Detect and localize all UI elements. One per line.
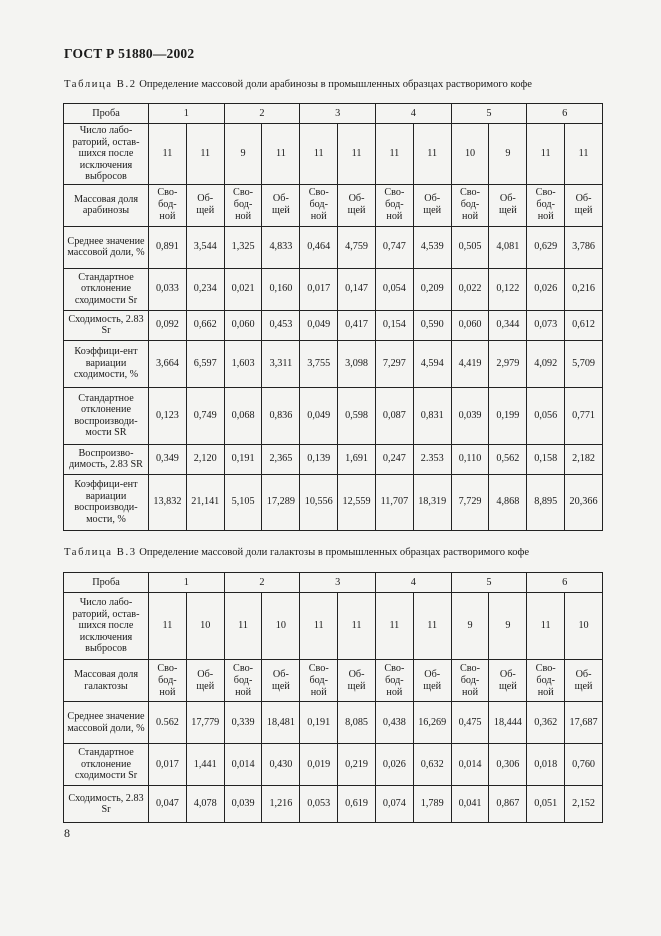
table-cell: 4,833	[262, 226, 300, 268]
table-cell: 4,539	[413, 226, 451, 268]
table-cell: 9	[224, 124, 262, 185]
table-cell: 0,747	[375, 226, 413, 268]
table-cell: 3,098	[338, 340, 376, 387]
table-cell: 17,289	[262, 474, 300, 530]
table-cell: 11	[149, 124, 187, 185]
table-cell: Об-щей	[489, 660, 527, 702]
table-row	[64, 268, 603, 310]
table-cell: 1,603	[224, 340, 262, 387]
table-cell: 2,152	[565, 786, 603, 823]
header-sample-1: 1	[149, 104, 225, 124]
table-row	[64, 124, 603, 185]
table-row	[64, 184, 603, 226]
table-cell: Об-щей	[338, 660, 376, 702]
table-cell: Сво-бод-ной	[375, 184, 413, 226]
table-cell: Об-щей	[262, 184, 300, 226]
table-b2-label: Таблица В.2	[64, 79, 137, 90]
table-cell: Сво-бод-ной	[451, 184, 489, 226]
table-cell: 0,209	[413, 268, 451, 310]
table-cell: Сво-бод-ной	[527, 660, 565, 702]
table-cell: Сво-бод-ной	[224, 184, 262, 226]
row-label: Среднее значение массовой доли, %	[64, 226, 149, 268]
table-row	[64, 226, 603, 268]
table-cell: Сво-бод-ной	[527, 184, 565, 226]
table-cell: Сво-бод-ной	[375, 660, 413, 702]
table-cell: 18,319	[413, 474, 451, 530]
table-cell: 0,475	[451, 702, 489, 744]
table-cell: 2,979	[489, 340, 527, 387]
header-sample-6: 6	[527, 104, 603, 124]
table-cell: 0,041	[451, 786, 489, 823]
table-cell: Сво-бод-ной	[300, 184, 338, 226]
table-b3	[63, 572, 603, 823]
table-cell: 0,074	[375, 786, 413, 823]
table-cell: 11,707	[375, 474, 413, 530]
table-cell: 11	[186, 124, 224, 185]
table-cell: 0,056	[527, 387, 565, 444]
table-cell: 5,105	[224, 474, 262, 530]
table-cell: 0,612	[565, 310, 603, 340]
row-label: Стандартное отклонение сходимости Sr	[64, 268, 149, 310]
row-label: Воспроизво-димость, 2.83 SR	[64, 444, 149, 474]
table-cell: 0,087	[375, 387, 413, 444]
table-cell: 12,559	[338, 474, 376, 530]
table-row	[64, 593, 603, 660]
table-cell: 0,154	[375, 310, 413, 340]
table-cell: 0,836	[262, 387, 300, 444]
table-cell: 1,325	[224, 226, 262, 268]
table-cell: 11	[300, 124, 338, 185]
table-cell: 0,362	[527, 702, 565, 744]
table-cell: 0,349	[149, 444, 187, 474]
table-cell: 0,026	[527, 268, 565, 310]
table-cell: 11	[338, 124, 376, 185]
table-cell: 11	[413, 593, 451, 660]
document-header: ГОСТ Р 51880—2002	[64, 46, 195, 61]
table-cell: 0,464	[300, 226, 338, 268]
table-cell: Сво-бод-ной	[224, 660, 262, 702]
header-probe-label: Проба	[64, 573, 149, 593]
table-cell: 4,868	[489, 474, 527, 530]
table-cell: 10	[186, 593, 224, 660]
table-cell: 0,598	[338, 387, 376, 444]
table-cell: 10	[262, 593, 300, 660]
table-cell: 0,014	[224, 744, 262, 786]
row-label: Число лабо-раторий, остав-шихся после исключения выбросов	[64, 593, 149, 660]
table-header-row	[64, 573, 603, 593]
row-label: Коэффици-ент вариации воспроизводи-мости, %	[64, 474, 149, 530]
table-cell: 11	[527, 593, 565, 660]
table-cell: 0,306	[489, 744, 527, 786]
table-cell: 0,047	[149, 786, 187, 823]
table-row	[64, 474, 603, 530]
table-cell: 0,619	[338, 786, 376, 823]
table-cell: 2,182	[565, 444, 603, 474]
table-cell: 11	[149, 593, 187, 660]
table-row	[64, 340, 603, 387]
table-cell: 0,247	[375, 444, 413, 474]
table-cell: 17,779	[186, 702, 224, 744]
table-cell: 8,895	[527, 474, 565, 530]
table-cell: 18,444	[489, 702, 527, 744]
table-cell: 3,755	[300, 340, 338, 387]
table-cell: 0,219	[338, 744, 376, 786]
table-cell: 0,160	[262, 268, 300, 310]
table-cell: 0,760	[565, 744, 603, 786]
table-b3-body	[64, 573, 603, 823]
table-cell: 0,092	[149, 310, 187, 340]
table-cell: 0,831	[413, 387, 451, 444]
table-cell: 11	[565, 124, 603, 185]
table-cell: 8,085	[338, 702, 376, 744]
table-cell: 0,049	[300, 310, 338, 340]
row-label: Коэффици-ент вариации сходимости, %	[64, 340, 149, 387]
table-cell: 0,749	[186, 387, 224, 444]
table-cell: 11	[375, 124, 413, 185]
header-sample-3: 3	[300, 104, 376, 124]
table-cell: 16,269	[413, 702, 451, 744]
table-cell: 3,544	[186, 226, 224, 268]
table-cell: Об-щей	[565, 660, 603, 702]
table-cell: 2.353	[413, 444, 451, 474]
table-cell: 6,597	[186, 340, 224, 387]
table-cell: 13,832	[149, 474, 187, 530]
table-cell: 0,051	[527, 786, 565, 823]
table-cell: 0,054	[375, 268, 413, 310]
table-cell: 0,060	[451, 310, 489, 340]
table-cell: 20,366	[565, 474, 603, 530]
table-cell: 0,505	[451, 226, 489, 268]
table-cell: 1,691	[338, 444, 376, 474]
row-label: Стандартное отклонение сходимости Sr	[64, 744, 149, 786]
table-cell: 7,297	[375, 340, 413, 387]
table-cell: 10,556	[300, 474, 338, 530]
table-row	[64, 702, 603, 744]
table-cell: 11	[338, 593, 376, 660]
row-label: Массовая доля арабинозы	[64, 184, 149, 226]
table-cell: 9	[451, 593, 489, 660]
table-cell: 11	[375, 593, 413, 660]
table-cell: 0,026	[375, 744, 413, 786]
table-cell: 0,191	[300, 702, 338, 744]
table-cell: 0,019	[300, 744, 338, 786]
table-cell: 3,786	[565, 226, 603, 268]
header-sample-4: 4	[375, 573, 451, 593]
row-label: Число лабо-раторий, остав-шихся после исключения выбросов	[64, 124, 149, 185]
table-cell: Сво-бод-ной	[300, 660, 338, 702]
table-cell: 3,664	[149, 340, 187, 387]
table-cell: 0,014	[451, 744, 489, 786]
table-cell: Сво-бод-ной	[149, 184, 187, 226]
table-cell: 0,018	[527, 744, 565, 786]
table-cell: Сво-бод-ной	[451, 660, 489, 702]
row-label: Сходимость, 2.83 Sr	[64, 786, 149, 823]
table-cell: Сво-бод-ной	[149, 660, 187, 702]
table-cell: 0,891	[149, 226, 187, 268]
table-cell: 2,120	[186, 444, 224, 474]
table-cell: 4,759	[338, 226, 376, 268]
table-cell: 0,139	[300, 444, 338, 474]
table-cell: 0,344	[489, 310, 527, 340]
table-cell: 0,017	[300, 268, 338, 310]
table-cell: 0,021	[224, 268, 262, 310]
table-cell: 9	[489, 593, 527, 660]
table-row	[64, 744, 603, 786]
header-sample-1: 1	[149, 573, 225, 593]
row-label: Массовая доля галактозы	[64, 660, 149, 702]
table-cell: Об-щей	[262, 660, 300, 702]
table-cell: 4,081	[489, 226, 527, 268]
header-probe-label: Проба	[64, 104, 149, 124]
table-cell: 10	[451, 124, 489, 185]
table-cell: 0,158	[527, 444, 565, 474]
table-cell: 0,191	[224, 444, 262, 474]
table-cell: 1,789	[413, 786, 451, 823]
table-cell: 0,771	[565, 387, 603, 444]
table-row	[64, 444, 603, 474]
table-row	[64, 660, 603, 702]
table-cell: 0,590	[413, 310, 451, 340]
table-cell: 0,017	[149, 744, 187, 786]
table-cell: 2,365	[262, 444, 300, 474]
table-cell: 11	[413, 124, 451, 185]
table-cell: 0,068	[224, 387, 262, 444]
table-cell: 0,039	[451, 387, 489, 444]
table-b3-label: Таблица В.3	[64, 547, 137, 558]
table-cell: 0,039	[224, 786, 262, 823]
header-sample-2: 2	[224, 104, 300, 124]
table-cell: 3,311	[262, 340, 300, 387]
table-cell: Об-щей	[186, 184, 224, 226]
table-cell: 0,438	[375, 702, 413, 744]
table-cell: 7,729	[451, 474, 489, 530]
table-cell: 4,419	[451, 340, 489, 387]
table-cell: 0,122	[489, 268, 527, 310]
table-cell: 11	[224, 593, 262, 660]
table-cell: 0,216	[565, 268, 603, 310]
table-cell: Об-щей	[413, 660, 451, 702]
header-sample-5: 5	[451, 573, 527, 593]
table-row	[64, 310, 603, 340]
table-cell: 18,481	[262, 702, 300, 744]
table-cell: 1,216	[262, 786, 300, 823]
table-cell: 21,141	[186, 474, 224, 530]
table-cell: 10	[565, 593, 603, 660]
table-cell: 17,687	[565, 702, 603, 744]
table-cell: 0,662	[186, 310, 224, 340]
table-cell: 0,123	[149, 387, 187, 444]
table-cell: 0.562	[149, 702, 187, 744]
table-cell: 11	[262, 124, 300, 185]
table-cell: 0,053	[300, 786, 338, 823]
table-b3-title: Определение массовой доли галактозы в промышленных образцах растворимого кофе	[139, 547, 530, 558]
table-row	[64, 786, 603, 823]
table-cell: Об-щей	[565, 184, 603, 226]
table-cell: 0,022	[451, 268, 489, 310]
table-cell: 11	[527, 124, 565, 185]
table-cell: 4,092	[527, 340, 565, 387]
table-b3-caption	[64, 547, 529, 558]
row-label: Среднее значение массовой доли, %	[64, 702, 149, 744]
table-cell: 0,867	[489, 786, 527, 823]
table-b2	[63, 103, 603, 531]
table-cell: 0,562	[489, 444, 527, 474]
row-label: Сходимость, 2.83 Sr	[64, 310, 149, 340]
table-cell: 9	[489, 124, 527, 185]
table-cell: Об-щей	[489, 184, 527, 226]
table-cell: 0,632	[413, 744, 451, 786]
header-sample-5: 5	[451, 104, 527, 124]
table-cell: 0,629	[527, 226, 565, 268]
table-cell: 0,339	[224, 702, 262, 744]
table-cell: Об-щей	[413, 184, 451, 226]
table-row	[64, 387, 603, 444]
page-number: 8	[64, 826, 70, 840]
header-sample-6: 6	[527, 573, 603, 593]
table-cell: 11	[300, 593, 338, 660]
table-b2-title: Определение массовой доли арабинозы в промышленных образцах растворимого кофе	[139, 79, 532, 90]
table-cell: Об-щей	[338, 184, 376, 226]
table-cell: 0,060	[224, 310, 262, 340]
table-b2-body	[64, 104, 603, 531]
table-b2-caption	[64, 79, 532, 90]
table-cell: 0,073	[527, 310, 565, 340]
table-header-row	[64, 104, 603, 124]
table-cell: 0,430	[262, 744, 300, 786]
table-cell: 4,078	[186, 786, 224, 823]
table-cell: 1,441	[186, 744, 224, 786]
row-label: Стандартное отклонение воспроизводи-мости SR	[64, 387, 149, 444]
header-sample-4: 4	[375, 104, 451, 124]
table-cell: 0,033	[149, 268, 187, 310]
table-cell: 4,594	[413, 340, 451, 387]
table-cell: 0,110	[451, 444, 489, 474]
table-cell: Об-щей	[186, 660, 224, 702]
table-cell: 0,147	[338, 268, 376, 310]
table-cell: 0,049	[300, 387, 338, 444]
header-sample-3: 3	[300, 573, 376, 593]
table-cell: 5,709	[565, 340, 603, 387]
table-cell: 0,234	[186, 268, 224, 310]
header-sample-2: 2	[224, 573, 300, 593]
table-cell: 0,199	[489, 387, 527, 444]
table-cell: 0,417	[338, 310, 376, 340]
table-cell: 0,453	[262, 310, 300, 340]
